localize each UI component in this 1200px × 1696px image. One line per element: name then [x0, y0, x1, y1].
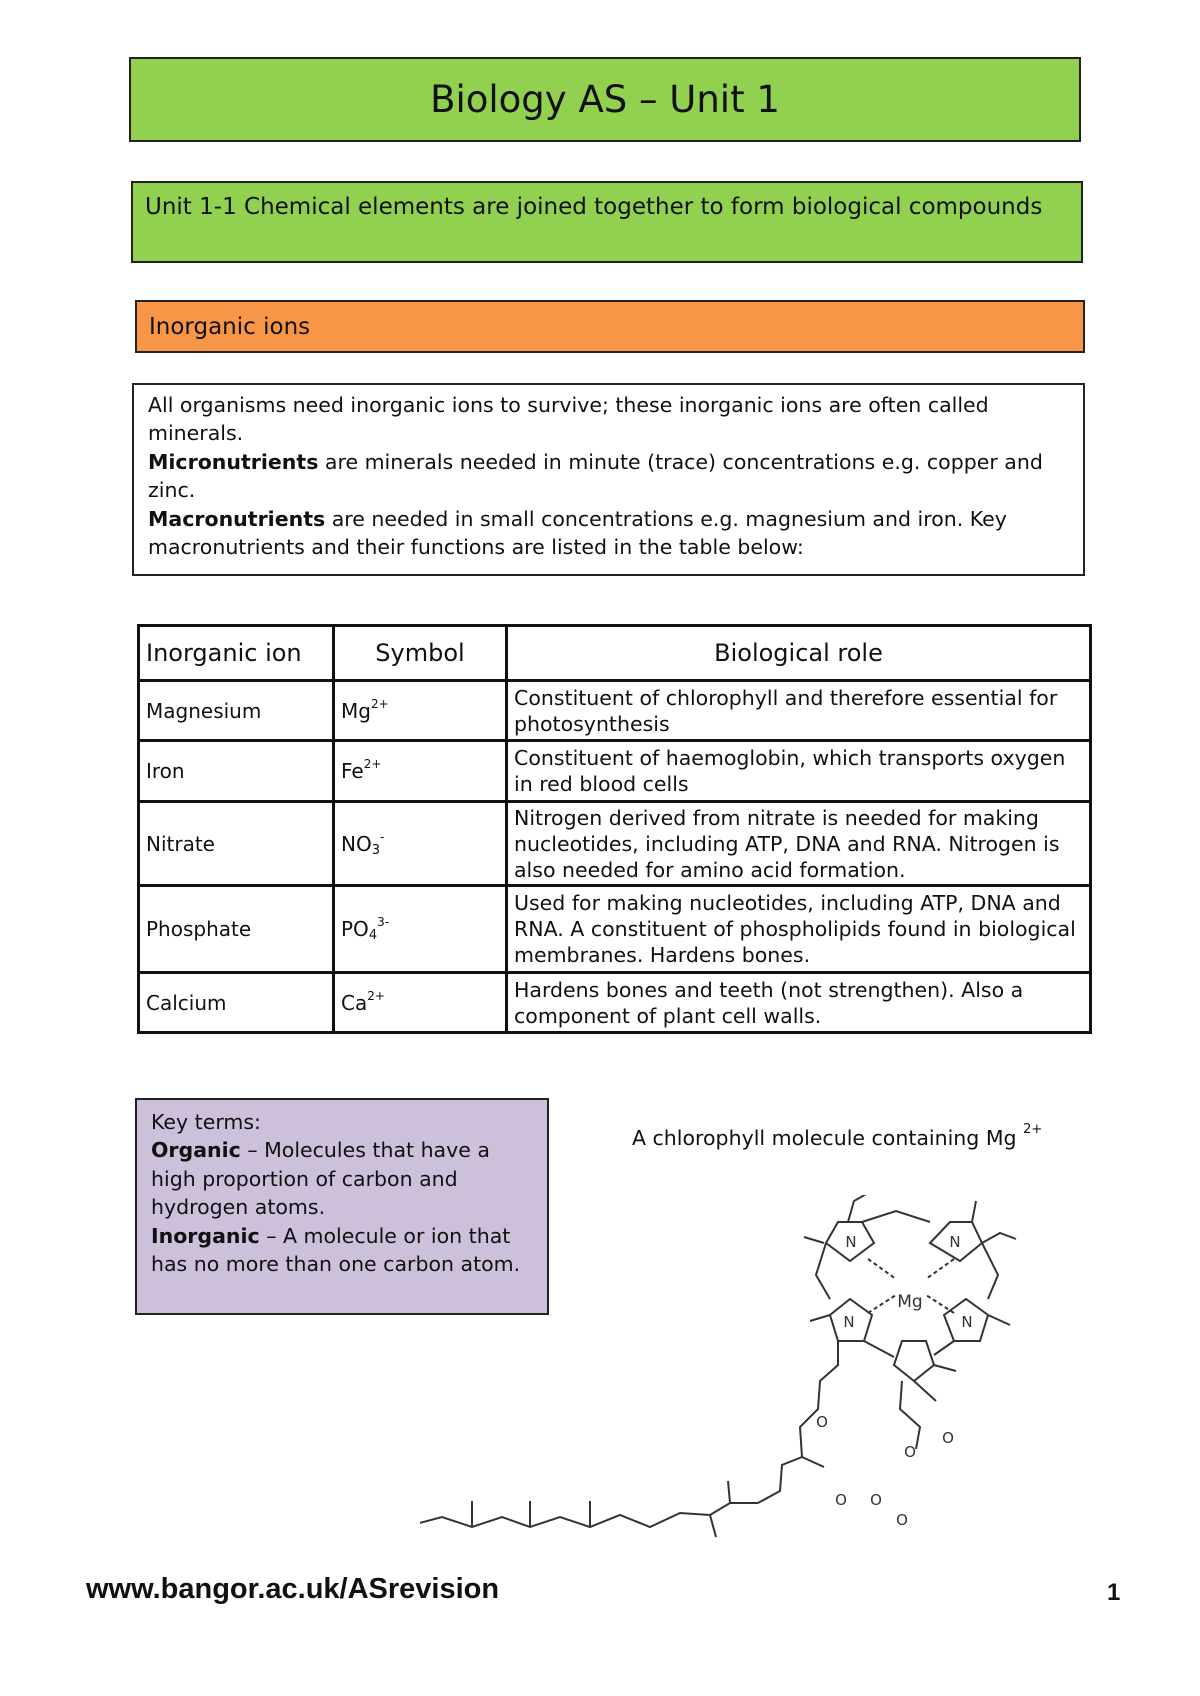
page-title: Biology AS – Unit 1	[129, 57, 1081, 142]
ion-symbol: $NO_3^-$	[334, 802, 507, 886]
chlorophyll-molecule-diagram	[420, 1195, 1020, 1570]
table-row	[139, 886, 1091, 973]
ion-role: Hardens bones and teeth (not strengthen). Also a component of plant cell walls.	[507, 973, 1091, 1033]
intro-line: All organisms need inorganic ions to survive; these inorganic ions are often called minerals.	[148, 393, 989, 446]
ion-symbol: $Ca^{2+}$	[334, 973, 507, 1033]
key-terms-heading: Key terms:	[151, 1110, 261, 1134]
table-row	[139, 741, 1091, 802]
oxygen-atom-label: O	[942, 1429, 954, 1447]
ion-name: Phosphate	[139, 886, 334, 973]
footer-url[interactable]: www.bangor.ac.uk/ASrevision	[86, 1573, 500, 1605]
oxygen-atom-label: O	[904, 1443, 916, 1461]
nitrogen-atom-label: N	[949, 1233, 961, 1251]
ion-symbol: $PO_4^{3-}$	[334, 886, 507, 973]
organic-text: – Molecules that have a high proportion of carbon and hydrogen atoms.	[151, 1138, 490, 1220]
micronutrients-term: Micronutrients	[148, 449, 319, 474]
table-row	[139, 802, 1091, 886]
header-ion: Inorganic ion	[139, 626, 334, 681]
ion-name: Calcium	[139, 973, 334, 1033]
intro-text-box	[132, 383, 1085, 576]
section-heading: Inorganic ions	[135, 300, 1085, 353]
ion-symbol: $Mg^{2+}$	[334, 681, 507, 741]
macronutrients-term: Macronutrients	[148, 506, 326, 531]
magnesium-atom-label: Mg	[897, 1292, 923, 1312]
micronutrients-text: are minerals needed in minute (trace) concentrations e.g. copper and zinc.	[148, 449, 1043, 503]
table-row	[139, 973, 1091, 1033]
ion-role: Constituent of haemoglobin, which transports oxygen in red blood cells	[507, 741, 1091, 802]
nitrogen-atom-label: N	[961, 1313, 973, 1331]
header-role: Biological role	[507, 626, 1091, 681]
molecule-caption: A chlorophyll molecule containing Mg $^{2+}$	[632, 1122, 1043, 1150]
inorganic-term: Inorganic	[151, 1223, 260, 1248]
organic-term: Organic	[151, 1138, 241, 1163]
ion-name: Nitrate	[139, 802, 334, 886]
unit-heading: Unit 1-1 Chemical elements are joined together to form biological compounds	[131, 181, 1083, 263]
nitrogen-atom-label: N	[845, 1233, 857, 1251]
ions-table	[137, 624, 1092, 1034]
page-number: 1	[1107, 1579, 1121, 1606]
nitrogen-atom-label: N	[843, 1313, 855, 1331]
ion-role: Constituent of chlorophyll and therefore essential for photosynthesis	[507, 681, 1091, 741]
table-header-row	[139, 626, 1091, 681]
macronutrients-text: are needed in small concentrations e.g. magnesium and iron. Key macronutrients and their functions are listed in the table below:	[148, 506, 1007, 560]
oxygen-atom-label: O	[835, 1491, 847, 1509]
oxygen-atom-label: O	[896, 1511, 908, 1529]
ion-name: Magnesium	[139, 681, 334, 741]
oxygen-atom-label: O	[870, 1491, 882, 1509]
ion-role: Used for making nucleotides, including ATP, DNA and RNA. A constituent of phospholipids found in biological membranes. Hardens bones.	[507, 886, 1091, 973]
ion-name: Iron	[139, 741, 334, 802]
header-symbol: Symbol	[334, 626, 507, 681]
ion-symbol: $Fe^{2+}$	[334, 741, 507, 802]
table-row	[139, 681, 1091, 741]
oxygen-atom-label: O	[816, 1413, 828, 1431]
ion-role: Nitrogen derived from nitrate is needed for making nucleotides, including ATP, DNA and RNA. Nitrogen is also needed for amino acid formation.	[507, 802, 1091, 886]
inorganic-text: – A molecule or ion that has no more than one carbon atom.	[151, 1223, 521, 1277]
